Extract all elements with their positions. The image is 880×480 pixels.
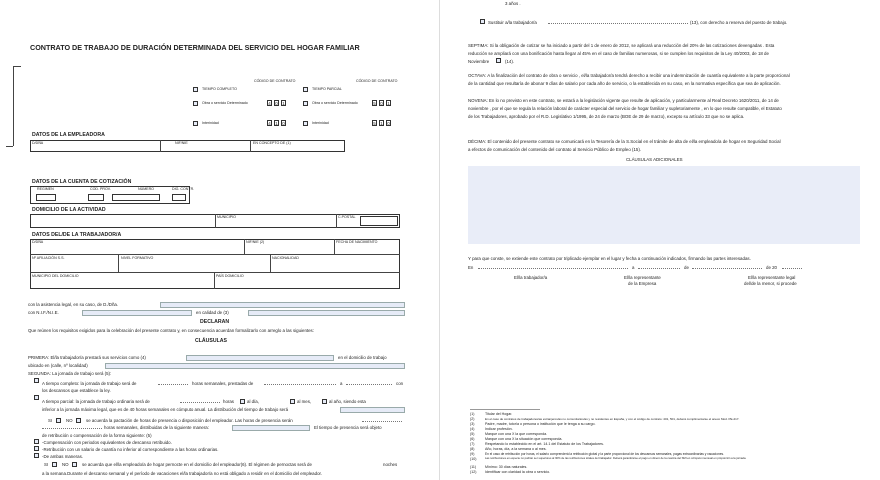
footnote-text: Marque con una X la situación que corresponda. — [485, 437, 563, 441]
horas-parcial-dots — [180, 400, 220, 403]
municipio-label: MUNICIPIO — [217, 215, 236, 219]
code-obra-completo-2: 0 — [275, 101, 278, 106]
numero-label: NÚMERO — [138, 187, 154, 191]
domicilio-trabajo-text: en el domicilio de trabajo — [338, 355, 387, 360]
footnote-text: Mínimo: 30 días naturales. — [485, 465, 528, 469]
footnote-number: (8) — [470, 447, 475, 451]
retribucion-text: de retribución o compensación de la forma siguiente: (5) — [42, 433, 152, 438]
inferior-text: inferior a la jornada máxima legal, que es de 40 horas semanales en cómputo anual. La distribución del tiempo de trabajo será — [42, 407, 289, 412]
cotizacion-heading: DATOS DE LA CUENTA DE COTIZACIÓN — [32, 179, 132, 185]
a-text: a — [340, 381, 343, 386]
code-inter-completo-3: 0 — [282, 121, 285, 126]
pernocta-si-checkbox[interactable] — [52, 462, 57, 467]
al-ano-checkbox[interactable] — [322, 399, 327, 404]
tiempo-completo-option-checkbox[interactable] — [34, 378, 39, 383]
footnote-number: (3) — [470, 422, 475, 426]
interinidad-completo-checkbox[interactable] — [193, 121, 198, 126]
footnote-text: Las retribuciones en especie no podrán ser superiores al 30% de las retribuciones totales del trabajador. Deberá garantizarse el pago en dinero de la cuantía del SMI en cómputo mensual en proporción a la jornada. — [485, 457, 747, 460]
clausulas-adicionales-field[interactable] — [468, 166, 860, 244]
codes-header-left: CÓDIGO DE CONTRATO — [254, 79, 296, 83]
dia-dots — [638, 266, 680, 269]
dig-control-field[interactable] — [172, 194, 186, 201]
al-dia-text: al día, — [247, 399, 259, 404]
nif-nie-lower-text: con N.I.F./N.I.E. — [28, 310, 59, 315]
septima-line-1: SEPTIMA: Si la obligación de cotizar se ha iniciado a partir del 1 de enero de 2012, se aplicará una reducción del 20% de las cotizaciones devengadas . Esta — [468, 43, 775, 48]
clausulas-adicionales-heading: CLÁUSULAS ADICIONALES — [626, 157, 683, 162]
firma-legal-line-2: del/de la menor, si procede — [744, 281, 797, 286]
numero-field[interactable] — [112, 194, 160, 201]
a-dots — [346, 382, 392, 385]
footnote-text: En el caso de contratos de trabajadores/as extranjeros/as no comunitarios/as y no residentes en España, y con el código de contrato: 401, 501, deberá cumplimentarse el anexo Mod. PE-217. — [485, 417, 740, 421]
pernocta-text: se acuerda que el/la empleado/a de hogar pernocte en el domicilio del empleador(6). El régimen de pernoctas será de — [82, 462, 312, 467]
tiempo-parcial-option-checkbox[interactable] — [34, 395, 39, 400]
septima-line-3: Noviembre — [468, 59, 490, 64]
ano-dots — [782, 266, 802, 269]
trabajadora-row-1 — [30, 254, 400, 255]
presencia-dots — [362, 419, 402, 422]
octava-line-2: de la cantidad que resultaría de abonar 9 días de salario por cada año de servicio, o la establecida en su caso, en la normativa específica que sea de aplicación. — [468, 81, 781, 86]
tres-anos-text: 3 años . — [505, 1, 521, 6]
empleadora-concepto-label: EN CONCEPTO DE (1) — [253, 141, 291, 145]
interinidad-parcial-checkbox[interactable] — [303, 121, 308, 126]
pernocta-no-checkbox[interactable] — [72, 462, 77, 467]
lugar-dots — [478, 266, 628, 269]
obra-parcial-checkbox[interactable] — [303, 101, 308, 106]
footnote-number: (11) — [470, 465, 477, 469]
octava-line-1: OCTAVA: A la finalización del contrato de obra o servicio , el/la trabajador/a tendrá derecho a recibir una indemnización de cuantía equivalente a la parte proporcional — [468, 73, 790, 78]
sustituir-dots — [548, 21, 688, 24]
familia-numerosa-checkbox[interactable] — [496, 58, 501, 63]
ambas-text: -De ambas maneras. — [42, 454, 83, 459]
retribucion-salario-checkbox[interactable] — [34, 446, 39, 451]
footnote-text: Titular del Hogar. — [485, 412, 513, 416]
tiempo-parcial-label: TIEMPO PARCIAL — [312, 87, 342, 91]
presencia-si-checkbox[interactable] — [56, 418, 61, 423]
domicilio-divider-2 — [336, 214, 337, 228]
regimen-field[interactable] — [36, 194, 56, 201]
retribucion-salario-text: -Retribución con un salario de cuantía no inferior al correspondiente a las horas ordinarias. — [42, 447, 219, 452]
footnotes-rule — [470, 409, 540, 410]
nivel-formativo-label: NIVEL FORMATIVO — [121, 256, 154, 260]
code-obra-parcial-2: 0 — [380, 101, 383, 106]
trabajadora-nif-label: NIF/NIE (2) — [246, 240, 265, 244]
presencia-no-checkbox[interactable] — [76, 418, 81, 423]
pernocta-no-label: NO — [62, 462, 69, 467]
footnote-number: (6) — [470, 437, 475, 441]
presencia-si-label: SI — [48, 418, 53, 423]
code-inter-parcial-3: 0 — [387, 121, 390, 126]
declaran-heading: DECLARAN — [200, 319, 230, 325]
trabajadora-box — [30, 239, 400, 289]
interinidad-completo-label: Interinidad — [202, 121, 219, 125]
margin-bracket — [13, 66, 14, 146]
margin-bracket-bottom — [6, 146, 13, 147]
footnote-number: (5) — [470, 432, 475, 436]
code-inter-completo-2: 1 — [275, 121, 278, 126]
domicilio-heading: DOMICILIO DE LA ACTIVIDAD — [32, 207, 106, 213]
interinidad-parcial-label: Interinidad — [312, 121, 329, 125]
empleadora-divider-2 — [250, 140, 251, 152]
segunda-text: SEGUNDA: La jornada de trabajo será (5): — [28, 371, 112, 376]
footnote-text: Marque con una X la que corresponda. — [485, 432, 548, 436]
tiempo-completo-checkbox[interactable] — [193, 87, 198, 92]
en-calidad-text: en calidad de (3) — [196, 310, 229, 315]
reserva-text: (13), con derecho a reserva del puesto de trabajo. — [690, 20, 788, 25]
regimen-label: REGIMEN — [37, 187, 54, 191]
septima-line-2: reducción se ampliará con una bonificación hasta llegar al 45% en el caso de familias numerosas, si se cumplen los requisitos de la Ley 40/2003, de 18 de — [468, 51, 769, 56]
conste-text: Y para que conste, se extiende este contrato por triplicado ejemplar en el lugar y fecha a continuación indicados, firmando las partes interesadas. — [468, 256, 751, 261]
horas-semanales-distrib-text: horas semanales, distribuidas de la siguiente manera: — [104, 425, 209, 430]
clausulas-heading: CLÁUSULAS — [195, 338, 227, 344]
novena-line-3: de los Trabajadores, aprobado por el R.D. Legislativo 1/1995, de 24 de marzo (BOE de 29 de marzo), excepto su artículo 33 que no se aplica. — [468, 114, 745, 119]
cod-prov-field[interactable] — [88, 194, 104, 201]
cod-prov-label: COD. PROV. — [90, 187, 111, 191]
ambas-checkbox[interactable] — [34, 453, 39, 458]
al-ano-text: al año, siendo esta — [329, 399, 366, 404]
semana-text: a la semana.Durante el descanso semanal y el período de vacaciones el/la trabajador/a no está obligado a residir en el domicilio del empleador. — [42, 471, 322, 476]
tiempo-parcial-checkbox[interactable] — [303, 87, 308, 92]
footnote-number: (10) — [470, 457, 477, 461]
codes-header-right: CÓDIGO DE CONTRATO — [356, 79, 398, 83]
empleadora-name-label: D/DÑA — [32, 141, 44, 145]
municipio-domicilio-label: MUNICIPIO DEL DOMICILIO — [32, 274, 79, 278]
empleadora-heading: DATOS DE LA EMPLEADORA — [32, 132, 105, 138]
code-obra-completo-1: 4 — [268, 101, 271, 106]
contract-title: CONTRATO DE TRABAJO DE DURACIÓN DETERMINADA DEL SERVICIO DEL HOGAR FAMILIAR — [30, 43, 360, 52]
horas-text: horas — [223, 399, 234, 404]
footnote-text: En el caso de retribución por horas, el salario comprenderá la retribución global y la parte proporcional de los descansos semanales, pagas extraordinarias y vacaciones. — [485, 452, 725, 456]
septima-line-4: (14). — [505, 59, 515, 64]
obra-parcial-label: Obra o servicio Determinado — [312, 101, 358, 105]
en-calidad-field[interactable] — [248, 310, 405, 316]
empleadora-nif-label: NIF/NIE — [175, 141, 188, 145]
asistencia-field[interactable] — [160, 302, 405, 308]
footnote-text: Indicar profesión. — [485, 427, 513, 431]
ubicado-field[interactable] — [105, 363, 405, 369]
empleadora-divider-1 — [160, 140, 161, 152]
footnote-text: Año, horas, día, a la semana o al mes. — [485, 447, 547, 451]
trabajadora-name-label: D/DÑA — [32, 240, 44, 244]
code-obra-completo-3: 1 — [282, 101, 285, 106]
dig-control-label: DIG. CONTR. — [172, 187, 195, 191]
code-inter-completo-1: 4 — [268, 121, 271, 126]
al-mes-text: al mes, — [297, 399, 312, 404]
trabajadora-row-2 — [30, 272, 400, 273]
pais-domicilio-label: PAÍS DOMICILIO — [216, 274, 244, 278]
sustituir-text: Sustituir a/la trabajador/a — [488, 20, 537, 25]
trabajadora-divider-1 — [244, 239, 245, 254]
horas-semanales-distrib-dots — [42, 426, 102, 429]
primera-text: PRIMERA: El/la trabajador/a prestará sus servicios como (4) — [28, 355, 146, 360]
presencia-no-label: NO — [66, 418, 73, 423]
footnote-text: Respetando lo establecido en el art. 14.1 del Estatuto de los Trabajadores. — [485, 442, 604, 446]
page-separator — [439, 0, 440, 480]
sustituir-checkbox[interactable] — [480, 19, 485, 24]
code-obra-parcial-1: 5 — [373, 101, 376, 106]
noches-text: noches — [383, 462, 398, 467]
en-label: En — [468, 265, 474, 270]
margin-bracket-top — [13, 66, 21, 67]
horas-semanales-text: horas semanales, prestadas de — [192, 381, 254, 386]
ubicado-text: ubicado en (calle, nº localidad) — [28, 363, 88, 368]
code-inter-parcial-1: 5 — [373, 121, 376, 126]
trabajadora-divider-5 — [214, 272, 215, 289]
firma-legal-line-1: El/la representante legal — [748, 275, 796, 280]
tiempo-parcial-option-text: A tiempo parcial: la jornada de trabajo ordinaria será de — [42, 399, 150, 404]
compensacion-checkbox[interactable] — [34, 439, 39, 444]
footnote-number: (4) — [470, 427, 475, 431]
code-obra-parcial-3: 1 — [387, 101, 390, 106]
footnote-number: (2) — [470, 417, 475, 421]
a-label: a — [632, 265, 635, 270]
firma-empresa-line-2: de la Empresa — [628, 281, 657, 286]
acuerda-pactan-text: se acuerda la pactación de horas de presencia o disposición del empleador. Las horas de presencia serán — [86, 418, 293, 423]
firma-empresa-line-1: El/la representante — [624, 275, 661, 280]
trabajadora-divider-3 — [118, 254, 119, 272]
footnote-number: (9) — [470, 452, 475, 456]
distribucion-field[interactable] — [340, 407, 405, 413]
c-postal-field[interactable] — [360, 216, 398, 226]
trabajadora-heading: DATOS DEL/DE LA TRABAJADOR/A — [32, 232, 122, 238]
reunen-text: Que reúnen los requisitos exigidos para la celebración del presente contrato y, en consecuencia acuerdan formalizarlo con arreglo a las siguientes: — [28, 328, 314, 333]
con-text: con — [396, 381, 404, 386]
afiliacion-label: Nº AFILIACIÓN S.S. — [32, 256, 65, 260]
fecha-nacimiento-label: FECHA DE NACIMIENTO — [336, 240, 378, 244]
distribucion-presencia-field[interactable] — [232, 425, 310, 431]
trabajadora-divider-4 — [270, 254, 271, 272]
al-dia-checkbox[interactable] — [240, 399, 245, 404]
tiempo-presencia-text: El tiempo de presencia será objeto — [314, 425, 382, 430]
footnote-number: (7) — [470, 442, 475, 446]
de20-label: de 20 — [766, 265, 777, 270]
nif-nie-lower-field[interactable] — [82, 310, 192, 316]
footnote-number: (12) — [470, 470, 477, 474]
compensacion-text: -Compensación con periodos equivalentes de descanso retribuido. — [42, 440, 172, 445]
domicilio-divider-1 — [215, 214, 216, 228]
primera-field[interactable] — [186, 355, 334, 361]
tiempo-completo-option-text: A tiempo completo: la jornada de trabajo será de — [42, 381, 137, 386]
novena-line-1: NOVENA: En lo no previsto en este contrato, se estará a la legislación vigente que resulte de aplicación, y particularmente al Real Decreto 1620/2011, de 14 de — [468, 98, 779, 103]
obra-completo-label: Obra o servicio Determinado — [202, 101, 248, 105]
footnote-number: (1) — [470, 412, 475, 416]
mes-dots — [692, 266, 762, 269]
tiempo-completo-label: TIEMPO COMPLETO — [202, 87, 237, 91]
trabajadora-divider-2 — [334, 239, 335, 254]
code-inter-parcial-2: 1 — [380, 121, 383, 126]
decima-line-2: a efectos de comunicación del contenido del contrato al Servicio Público de Empleo (15). — [468, 147, 642, 152]
de-label: de — [684, 265, 689, 270]
nacionalidad-label: NACIONALIDAD — [272, 256, 299, 260]
obra-completo-checkbox[interactable] — [193, 101, 198, 106]
decima-line-1: DÉCIMA: El contenido del presente contrato se comunicará en la Tesorería de la S.Social en el trámite de alta de el/la empleado/a de hogar en Seguridad Social — [468, 139, 781, 144]
firma-trabajadora: El/la trabajador/a — [514, 275, 548, 280]
asistencia-text: con la asistencia legal, en su caso, de D./Dña. — [28, 302, 119, 307]
novena-line-2: noviembre , por el que se regula la relación laboral de carácter especial del servicio de hogar familiar y supletoriamente , en lo que resulte compatible, el Estatuto — [468, 106, 782, 111]
footnote-text: Identificar con claridad la obra o servicio. — [485, 470, 551, 474]
prestadas-dots — [264, 382, 336, 385]
pernocta-si-label: SI — [44, 462, 49, 467]
footnote-text: Padre, madre, tutor/a o persona o institución que le tenga a su cargo. — [485, 422, 596, 426]
horas-completo-dots — [158, 382, 188, 385]
descansos-text: los descansos que establece la ley. — [42, 388, 111, 393]
al-mes-checkbox[interactable] — [290, 399, 295, 404]
c-postal-label: C.POSTAL — [338, 215, 356, 219]
